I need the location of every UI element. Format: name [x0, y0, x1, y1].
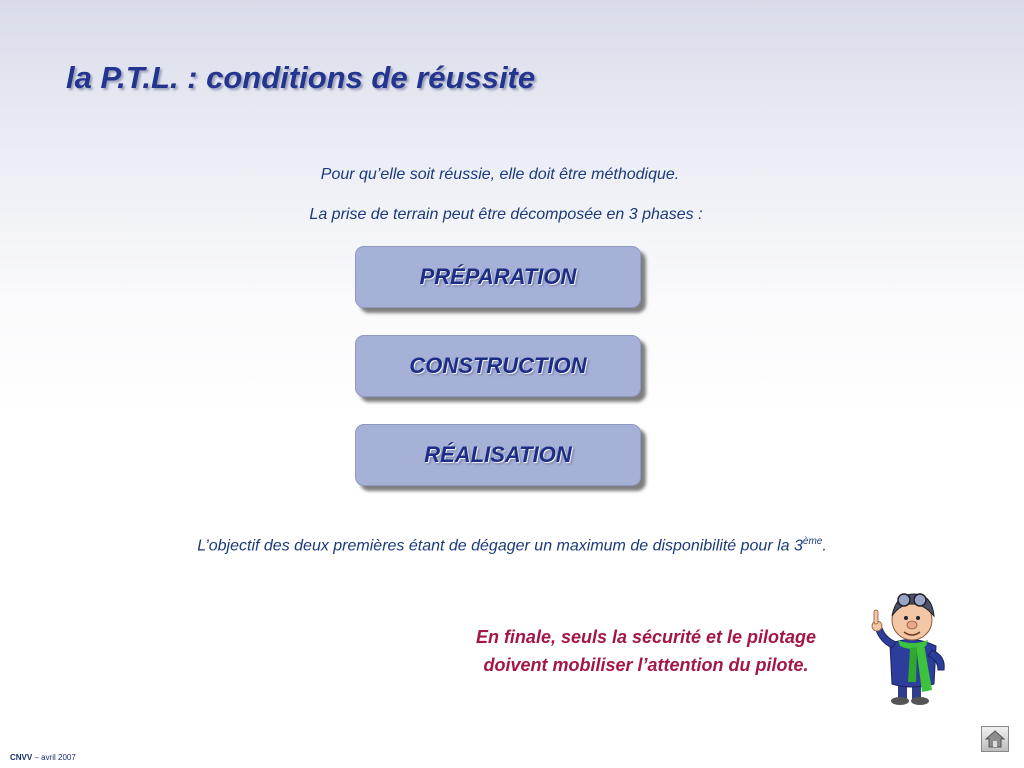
phase-box-realisation — [355, 424, 641, 486]
objective-main: L’objectif des deux premières étant de dégager un maximum de disponibilité pour la 3 — [197, 537, 803, 555]
footer-date: – avril 2007 — [32, 753, 76, 762]
slide-title: la P.T.L. : conditions de réussite — [66, 60, 536, 95]
pilot-cartoon-illustration — [862, 586, 952, 708]
intro-line-2: La prise de terrain peut être décomposée en 3 phases : — [309, 206, 703, 223]
objective-superscript: ème — [802, 536, 823, 547]
objective-end: . — [822, 537, 827, 555]
phase-label: RÉALISATION — [424, 442, 572, 467]
phase-box-construction — [355, 335, 641, 397]
final-line-1: En finale, seuls la sécurité et le pilotage — [475, 627, 817, 647]
home-icon — [985, 730, 1005, 748]
footer-brand: CNVV — [10, 753, 33, 762]
phase-label: CONSTRUCTION — [409, 353, 587, 378]
phase-box-preparation — [355, 246, 641, 308]
phase-label: PRÉPARATION — [419, 264, 577, 289]
intro-line-1: Pour qu’elle soit réussie, elle doit être méthodique. — [320, 166, 680, 183]
home-button[interactable] — [981, 726, 1009, 752]
footer-credit — [10, 753, 76, 762]
final-statement — [410, 623, 882, 679]
objective-text — [0, 536, 1024, 555]
final-line-2: doivent mobiliser l’attention du pilote. — [483, 655, 809, 675]
